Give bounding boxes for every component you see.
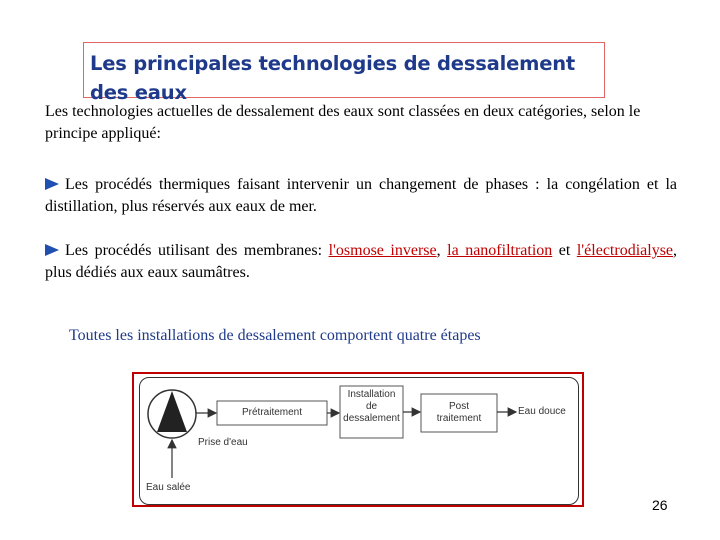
installation-line-1: Installation (347, 389, 396, 400)
installation-label (334, 389, 409, 425)
summary-text: Toutes les installations de dessalement comportent quatre étapes (69, 327, 481, 344)
installation-line-3: dessalement (343, 413, 400, 424)
bullet-membranes-prefix: Les procédés utilisant des membranes: (65, 242, 329, 259)
term-nanofiltration: la nanofiltration (447, 242, 553, 259)
separator: et (552, 242, 577, 259)
intro-paragraph: Les technologies actuelles de dessalement des eaux sont classées en deux catégories, selon le principe appliqué: (45, 103, 641, 142)
pretraitement-label: Prétraitement (241, 407, 303, 418)
term-electrodialyse: l'électrodialyse (576, 242, 674, 259)
term-osmose: l'osmose inverse (328, 242, 437, 259)
bullet-thermal-text: Les procédés thermiques faisant intervenir un changement de phases : la congélation et la distillation, plus réservés aux eaux de mer. (45, 176, 677, 215)
eau-salee-label: Eau salée (146, 482, 191, 493)
separator: , (436, 242, 448, 259)
post-traitement-label (421, 401, 497, 425)
slide-title: Les principales technologies de dessalement des eaux (90, 52, 576, 104)
eau-douce-label: Eau douce (518, 406, 566, 417)
bullet-membranes-suffix: , plus dédiés aux eaux saumâtres. (45, 242, 678, 281)
post-line-1: Post (448, 401, 469, 412)
page-number: 26 (652, 497, 668, 513)
prise-eau-label: Prise d'eau (198, 437, 248, 448)
post-line-2: traitement (436, 413, 482, 424)
installation-line-2: de (365, 401, 378, 412)
